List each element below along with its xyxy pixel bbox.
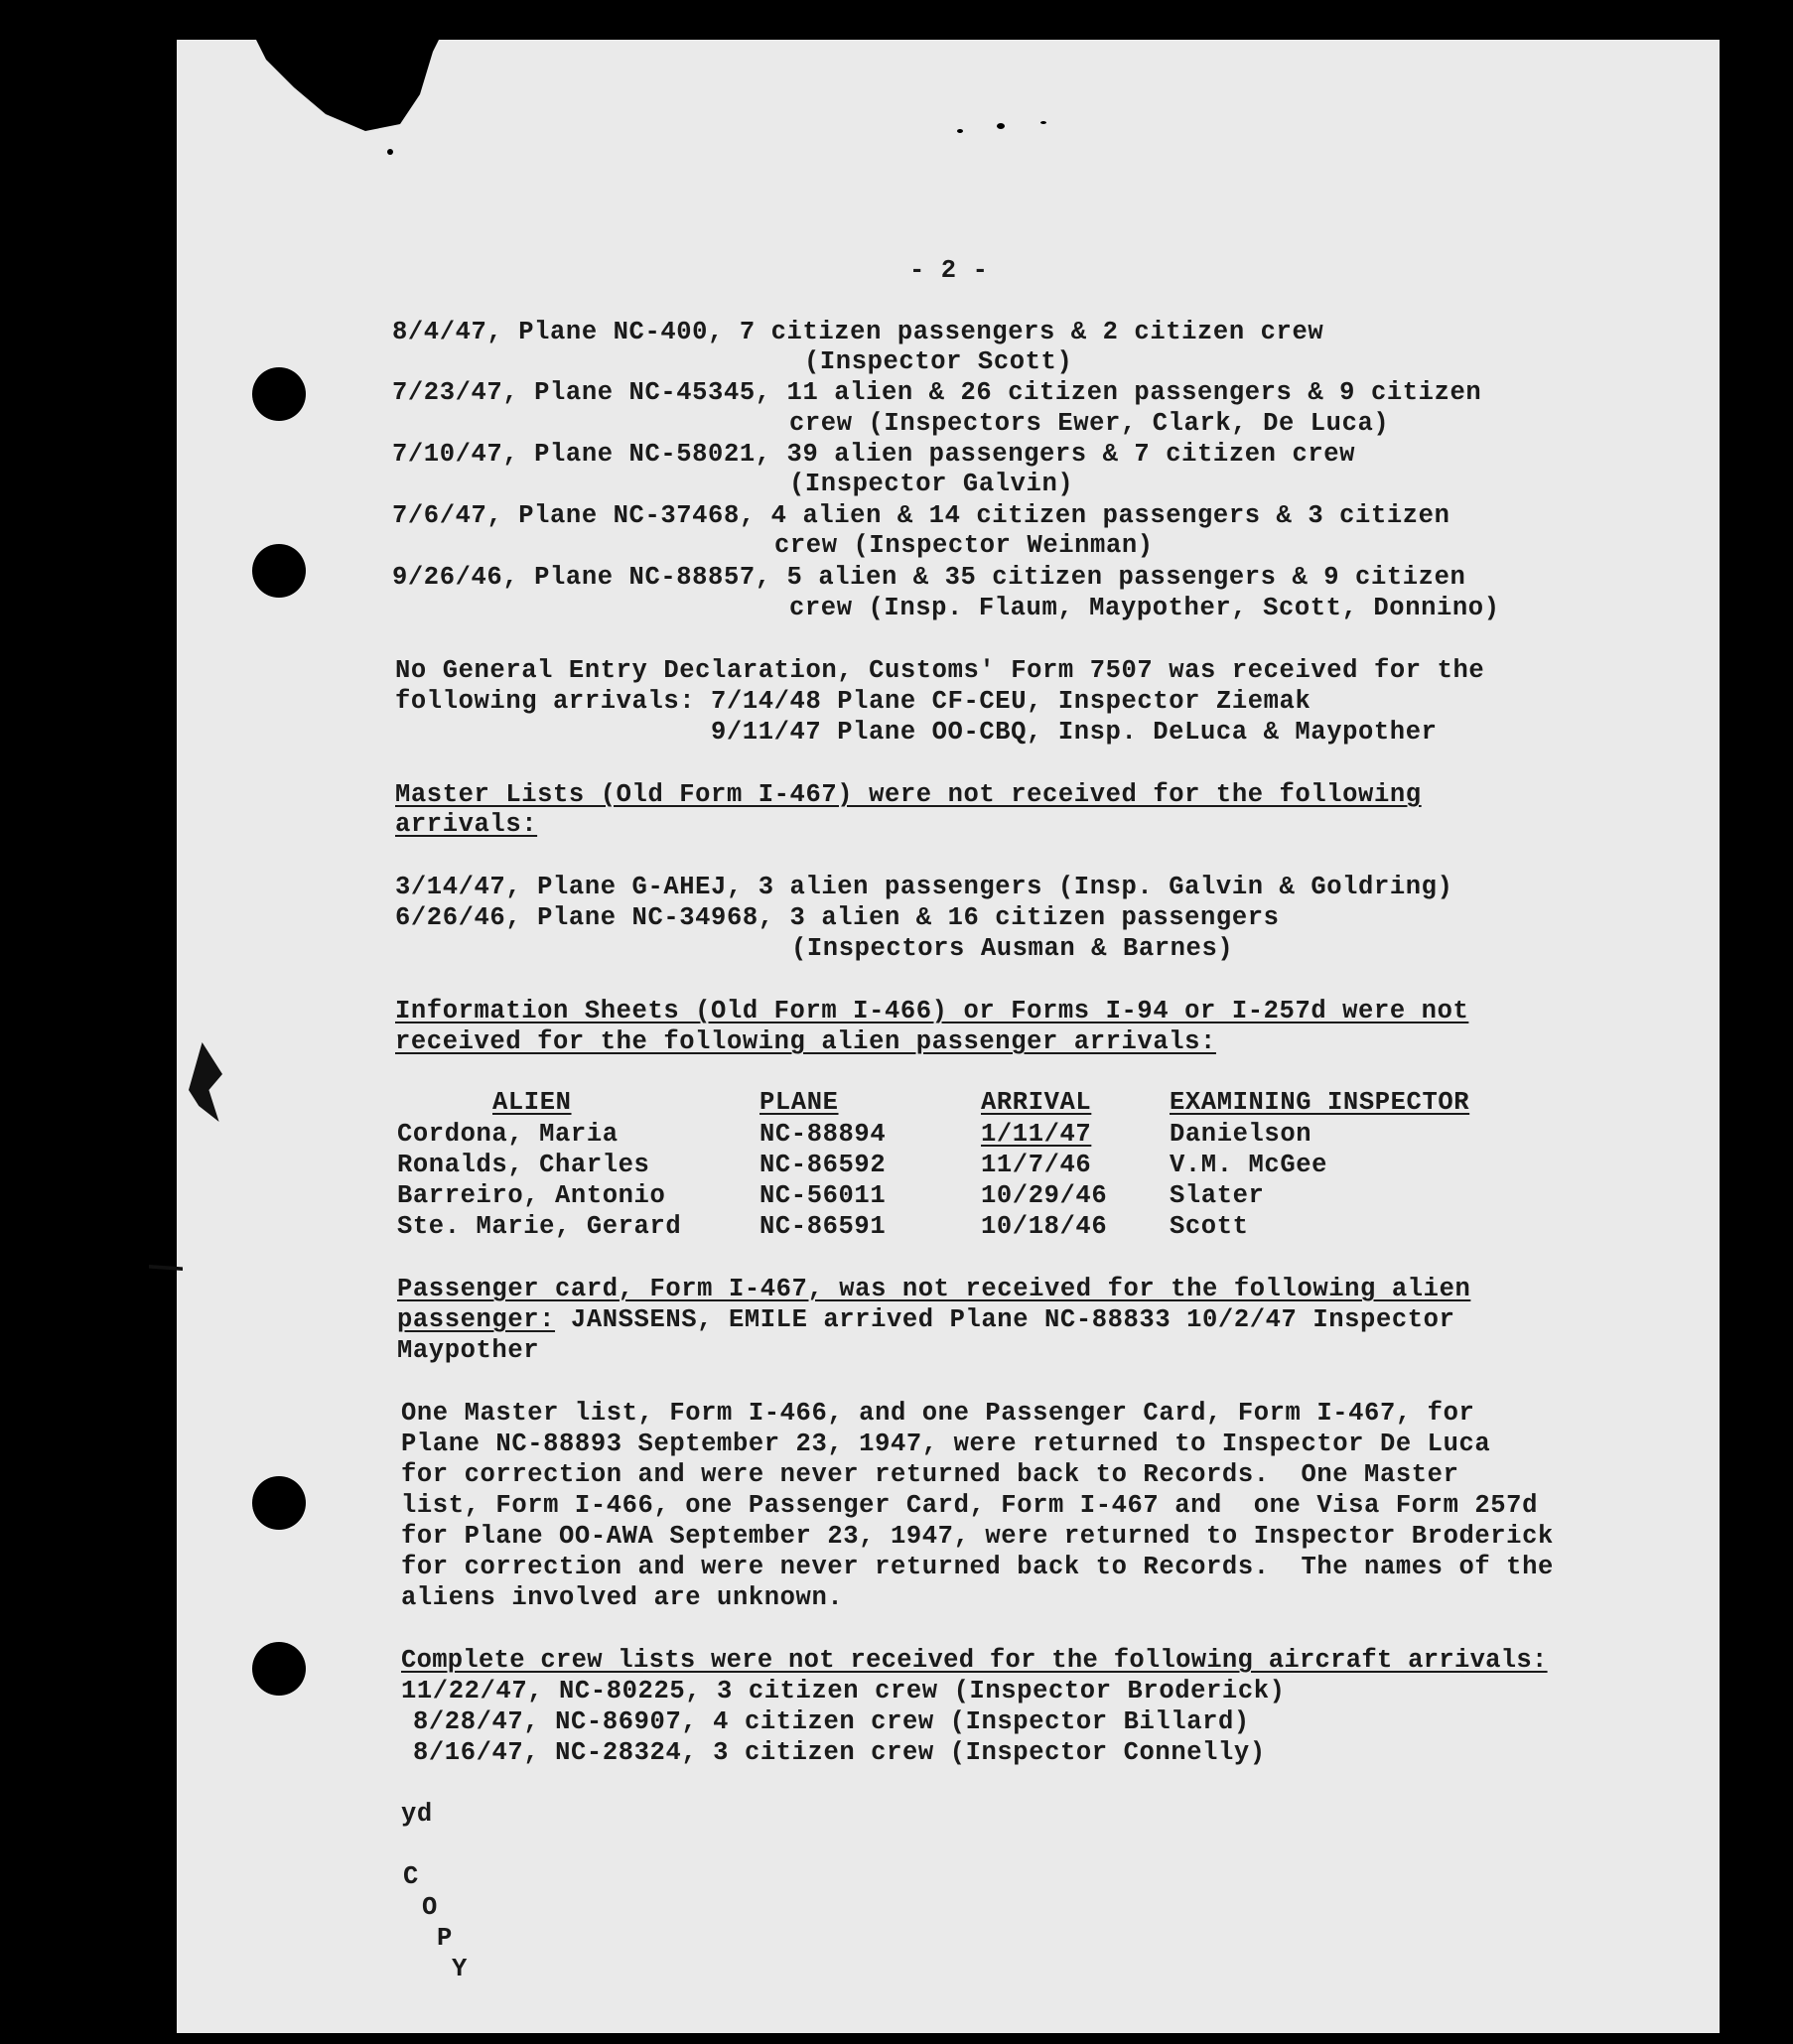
paragraph-line: for correction and were never returned back to Records. One Master bbox=[401, 1460, 1459, 1489]
arrival-line: crew (Inspector Weinman) bbox=[774, 531, 1154, 560]
punch-hole bbox=[252, 544, 306, 598]
arrival-line: 8/4/47, Plane NC-400, 7 citizen passengers & 2 citizen crew bbox=[392, 318, 1324, 346]
passenger-card-label: passenger: bbox=[397, 1305, 556, 1334]
table-cell: 10/29/46 bbox=[981, 1181, 1108, 1210]
table-cell: V.M. McGee bbox=[1170, 1151, 1328, 1179]
arrival-line: crew (Insp. Flaum, Maypother, Scott, Donnino) bbox=[789, 594, 1500, 622]
column-header-plane: PLANE bbox=[759, 1088, 839, 1117]
table-cell: Barreiro, Antonio bbox=[397, 1181, 666, 1210]
master-lists-heading: arrivals: bbox=[395, 810, 538, 839]
ink-speck bbox=[387, 149, 393, 155]
copy-letter: O bbox=[422, 1893, 438, 1922]
copy-letter: P bbox=[437, 1924, 453, 1953]
paragraph-line: aliens involved are unknown. bbox=[401, 1583, 844, 1612]
column-header-arrival: ARRIVAL bbox=[981, 1088, 1092, 1117]
copy-letter: Y bbox=[452, 1955, 468, 1983]
arrival-line: (Inspector Galvin) bbox=[789, 470, 1074, 498]
crew-lists-heading: Complete crew lists were not received for the following aircraft arrivals: bbox=[401, 1646, 1548, 1675]
table-cell: Ronalds, Charles bbox=[397, 1151, 650, 1179]
entry-declaration-line: 9/11/47 Plane OO-CBQ, Insp. DeLuca & Maypother bbox=[711, 718, 1438, 747]
paragraph-line: list, Form I-466, one Passenger Card, Form I-467 and one Visa Form 257d bbox=[401, 1491, 1538, 1520]
page-number: - 2 - bbox=[909, 256, 989, 285]
column-header-alien: ALIEN bbox=[492, 1088, 572, 1117]
table-cell: NC-86591 bbox=[759, 1212, 887, 1241]
paragraph-line: Plane NC-88893 September 23, 1947, were returned to Inspector De Luca bbox=[401, 1430, 1491, 1458]
table-cell: Slater bbox=[1170, 1181, 1265, 1210]
typist-initials: yd bbox=[401, 1800, 433, 1829]
arrival-line: 7/23/47, Plane NC-45345, 11 alien & 26 citizen passengers & 9 citizen bbox=[392, 378, 1482, 407]
passenger-card-heading: Passenger card, Form I-467, was not received for the following alien bbox=[397, 1275, 1471, 1303]
table-cell: Scott bbox=[1170, 1212, 1249, 1241]
table-cell: Ste. Marie, Gerard bbox=[397, 1212, 682, 1241]
punch-hole bbox=[252, 1642, 306, 1696]
paragraph-line: for Plane OO-AWA September 23, 1947, were returned to Inspector Broderick bbox=[401, 1522, 1554, 1551]
entry-declaration-line: following arrivals: 7/14/48 Plane CF-CEU, Inspector Ziemak bbox=[395, 687, 1311, 716]
ink-speck bbox=[997, 123, 1005, 129]
passenger-card-line bbox=[397, 1307, 1454, 1333]
master-lists-item: (Inspectors Ausman & Barnes) bbox=[791, 934, 1234, 963]
entry-declaration-line: No General Entry Declaration, Customs' Form 7507 was received for the bbox=[395, 656, 1485, 685]
arrival-line: 7/6/47, Plane NC-37468, 4 alien & 14 citizen passengers & 3 citizen bbox=[392, 501, 1450, 530]
ink-speck bbox=[957, 129, 963, 133]
punch-hole bbox=[252, 1476, 306, 1530]
table-cell: 11/7/46 bbox=[981, 1151, 1092, 1179]
table-cell: 10/18/46 bbox=[981, 1212, 1108, 1241]
column-header-inspector: EXAMINING INSPECTOR bbox=[1170, 1088, 1470, 1117]
info-sheets-heading: received for the following alien passenger arrivals: bbox=[395, 1027, 1216, 1056]
table-cell: 1/11/47 bbox=[981, 1120, 1092, 1149]
crew-list-item: 11/22/47, NC-80225, 3 citizen crew (Inspector Broderick) bbox=[401, 1677, 1286, 1705]
table-cell: NC-86592 bbox=[759, 1151, 887, 1179]
ink-speck bbox=[1040, 121, 1046, 124]
passenger-card-line: Maypother bbox=[397, 1336, 540, 1365]
arrival-line: (Inspector Scott) bbox=[804, 347, 1073, 376]
master-lists-item: 3/14/47, Plane G-AHEJ, 3 alien passengers (Insp. Galvin & Goldring) bbox=[395, 873, 1453, 901]
table-cell: NC-56011 bbox=[759, 1181, 887, 1210]
punch-hole bbox=[252, 367, 306, 421]
paragraph-line: One Master list, Form I-466, and one Passenger Card, Form I-467, for bbox=[401, 1399, 1475, 1428]
master-lists-item: 6/26/46, Plane NC-34968, 3 alien & 16 citizen passengers bbox=[395, 903, 1280, 932]
crew-list-item: 8/28/47, NC-86907, 4 citizen crew (Inspector Billard) bbox=[413, 1707, 1250, 1736]
master-lists-heading: Master Lists (Old Form I-467) were not received for the following bbox=[395, 780, 1422, 809]
crew-list-item: 8/16/47, NC-28324, 3 citizen crew (Inspector Connelly) bbox=[413, 1738, 1266, 1767]
passenger-card-detail: JANSSENS, EMILE arrived Plane NC-88833 10/2/47 Inspector bbox=[555, 1305, 1455, 1334]
arrival-line: 9/26/46, Plane NC-88857, 5 alien & 35 citizen passengers & 9 citizen bbox=[392, 563, 1466, 592]
arrival-line: crew (Inspectors Ewer, Clark, De Luca) bbox=[789, 409, 1390, 438]
table-cell: Danielson bbox=[1170, 1120, 1312, 1149]
info-sheets-heading: Information Sheets (Old Form I-466) or Forms I-94 or I-257d were not bbox=[395, 997, 1469, 1025]
table-cell: Cordona, Maria bbox=[397, 1120, 619, 1149]
copy-letter: C bbox=[403, 1862, 419, 1891]
table-cell: NC-88894 bbox=[759, 1120, 887, 1149]
arrival-line: 7/10/47, Plane NC-58021, 39 alien passengers & 7 citizen crew bbox=[392, 440, 1356, 469]
paragraph-line: for correction and were never returned back to Records. The names of the bbox=[401, 1553, 1554, 1581]
